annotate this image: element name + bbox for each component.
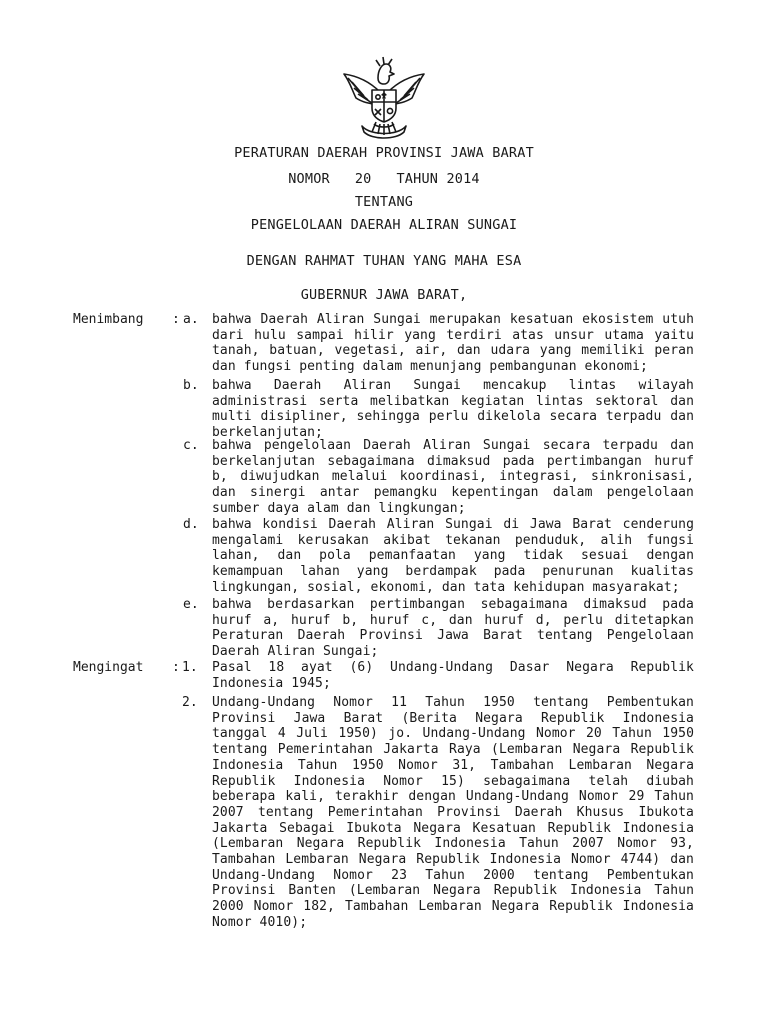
tentang-heading: TENTANG	[354, 194, 414, 210]
item-text: bahwa Daerah Aliran Sungai mencakup lintas wilayah administrasi serta melibatkan kegiatan lintas sektoral dan multi disipliner, sehingga perlu dikelola secara terpadu dan berkelanjutan;	[212, 378, 694, 441]
section-colon: :	[172, 312, 180, 327]
item-marker: b.	[183, 378, 199, 393]
regulation-title: PERATURAN DAERAH PROVINSI JAWA BARAT	[234, 145, 534, 161]
item-marker: d.	[183, 517, 199, 532]
item-text: bahwa berdasarkan pertimbangan sebagaimana dimaksud pada huruf a, huruf b, huruf c, dan huruf d, perlu ditetapkan Peraturan Daerah Provinsi Jawa Barat tentang Pengelolaan Daerah Aliran Sungai;	[212, 597, 694, 660]
item-marker: c.	[183, 438, 199, 453]
item-text: bahwa Daerah Aliran Sungai merupakan kesatuan ekosistem utuh dari hulu sampai hilir yang terdiri atas unsur utama yaitu tanah, batuan, vegetasi, air, dan udara yang memiliki peran dan fungsi penting dalam menunjang pembangunan ekonomi;	[212, 312, 694, 375]
item-text: Undang-Undang Nomor 11 Tahun 1950 tentang Pembentukan Provinsi Jawa Barat (Berita Negara Republik Indonesia tanggal 4 Juli 1950) jo. Undang-Undang Nomor 20 Tahun 1950 tentang Pemerintahan Jakarta Raya (Lembaran Negara Republik Indonesia Tahun 1950 Nomor 31, Tambahan Lembaran Negara Republik Indonesia Nomor 15) sebagaimana telah diubah beberapa kali, terakhir dengan Undang-Undang Nomor 29 Tahun 2007 tentang Pemerintahan Provinsi Daerah Khusus Ibukota Jakarta Sebagai Ibukota Negara Kesatuan Republik Indonesia (Lembaran Negara Republik Indonesia Tahun 2007 Nomor 93, Tambahan Lembaran Negara Republik Indonesia Nomor 4744) dan Undang-Undang Nomor 23 Tahun 2000 tentang Pembentukan Provinsi Banten (Lembaran Negara Republik Indonesia Tahun 2000 Nomor 182, Tambahan Lembaran Negara Republik Indonesia Nomor 4010);	[212, 695, 694, 930]
governor-heading: GUBERNUR JAWA BARAT,	[300, 287, 468, 303]
item-marker: 2.	[182, 695, 198, 710]
item-text: bahwa kondisi Daerah Aliran Sungai di Jawa Barat cenderung mengalami kerusakan akibat tekanan penduduk, alih fungsi lahan, dan pola pemanfaatan yang tidak sesuai dengan kemampuan lahan yang berdampak pada penurunan kualitas lingkungan, sosial, ekonomi, dan tata kehidupan masyarakat;	[212, 517, 694, 595]
section-label-mengingat: Mengingat	[73, 660, 144, 675]
garuda-emblem-icon	[334, 52, 434, 142]
item-marker: 1.	[182, 660, 198, 675]
item-text: Pasal 18 ayat (6) Undang-Undang Dasar Negara Republik Indonesia 1945;	[212, 660, 694, 691]
section-colon: :	[172, 660, 180, 675]
regulation-subject: PENGELOLAAN DAERAH ALIRAN SUNGAI	[250, 217, 518, 233]
item-marker: e.	[183, 597, 199, 612]
item-text: bahwa pengelolaan Daerah Aliran Sungai secara terpadu dan berkelanjutan sebagaimana dimaksud pada pertimbangan huruf b, diwujudkan melalui koordinasi, integrasi, sinkronisasi, dan sinergi antar pemangku kepentingan dalam pengelolaan sumber daya alam dan lingkungan;	[212, 438, 694, 516]
regulation-number: NOMOR 20 TAHUN 2014	[288, 171, 480, 187]
section-label-menimbang: Menimbang	[73, 312, 144, 327]
preamble-phrase: DENGAN RAHMAT TUHAN YANG MAHA ESA	[246, 253, 522, 269]
item-marker: a.	[183, 312, 199, 327]
